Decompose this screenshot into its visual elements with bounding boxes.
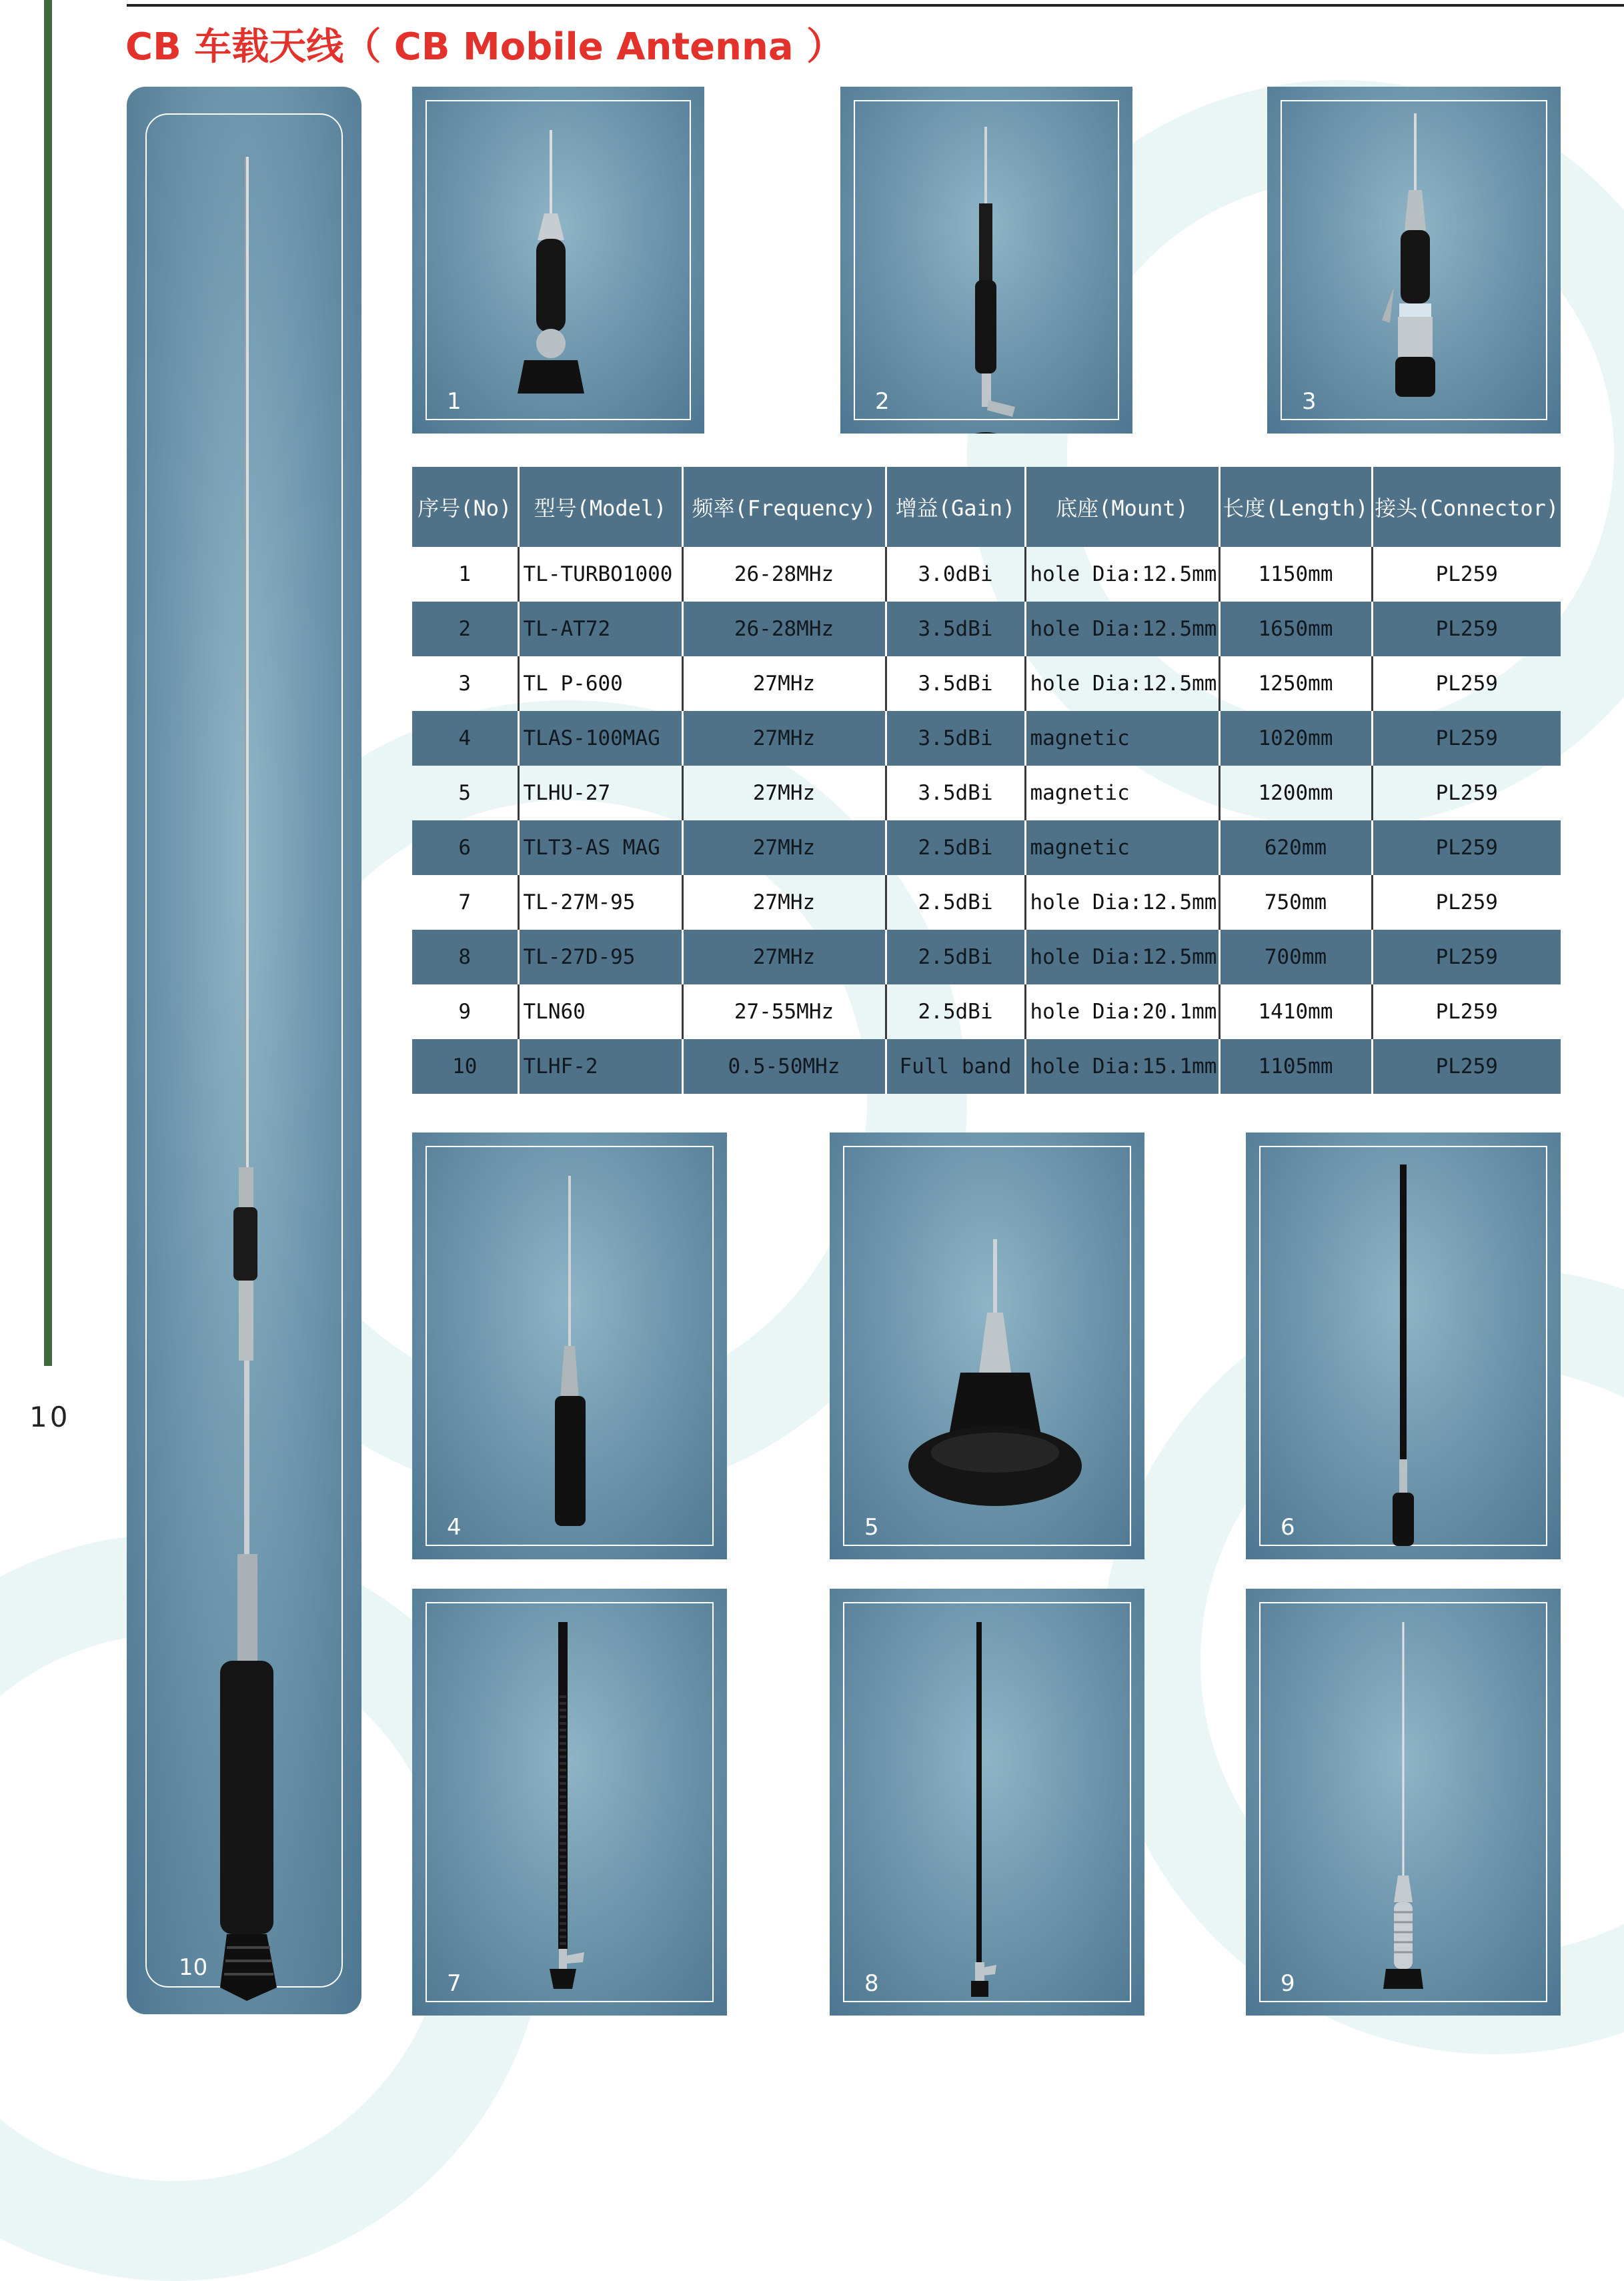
cell-gain: 3.5dBi <box>886 656 1025 711</box>
photo-number: 10 <box>179 1954 208 1981</box>
header-model: 型号(Model) <box>518 467 682 547</box>
cell-length: 1650mm <box>1219 602 1372 656</box>
cell-no: 4 <box>412 711 518 766</box>
cell-no: 5 <box>458 781 472 805</box>
cell-connector: PL259 <box>1372 711 1561 766</box>
photo-number: 5 <box>864 1514 879 1541</box>
cell-mount: hole Dia:15.1mm <box>1025 1039 1219 1094</box>
header-mount: 底座(Mount) <box>1025 467 1219 547</box>
cell-model: TLT3-AS MAG <box>518 820 682 875</box>
antenna-4-image <box>412 1132 727 1559</box>
cell-connector: PL259 <box>1372 1039 1561 1094</box>
cell-mount: hole Dia:12.5mm <box>1025 656 1219 711</box>
antenna-5-image <box>830 1132 1144 1559</box>
cell-mount: hole Dia:12.5mm <box>1025 875 1219 930</box>
cell-length: 1250mm <box>1219 656 1372 711</box>
cell-mount: magnetic <box>1025 711 1219 766</box>
cell-connector: PL259 <box>1372 930 1561 984</box>
header-no: 序号(No) <box>412 467 518 547</box>
table-row <box>412 766 1561 820</box>
cell-connector: PL259 <box>1372 547 1561 602</box>
photo-number: 6 <box>1281 1514 1295 1541</box>
cell-gain: 3.5dBi <box>886 711 1025 766</box>
cell-frequency: 0.5-50MHz <box>682 1039 886 1094</box>
product-photo-6 <box>1246 1132 1561 1559</box>
cell-frequency: 27MHz <box>682 766 886 820</box>
top-rule <box>127 4 1624 7</box>
product-photo-10 <box>127 87 361 2014</box>
cell-connector: PL259 <box>1372 602 1561 656</box>
cell-length: 700mm <box>1219 930 1372 984</box>
table-row <box>412 656 1561 711</box>
photo-number: 3 <box>1302 388 1317 415</box>
cell-mount: magnetic <box>1025 766 1219 820</box>
page-number: 10 <box>29 1401 71 1433</box>
cell-no: 2 <box>412 602 518 656</box>
antenna-1-image <box>412 87 704 434</box>
cell-frequency: 27MHz <box>682 875 886 930</box>
cell-length: 620mm <box>1219 820 1372 875</box>
table-row <box>412 1039 1561 1094</box>
cell-gain: 3.0dBi <box>886 547 1025 602</box>
cell-connector: PL259 <box>1372 656 1561 711</box>
antenna-3-image <box>1267 87 1561 434</box>
cell-no: 9 <box>458 1000 472 1024</box>
cell-model: TL-AT72 <box>518 602 682 656</box>
photo-number: 1 <box>447 388 462 415</box>
cell-gain: 3.5dBi <box>886 602 1025 656</box>
cell-length: 1150mm <box>1219 547 1372 602</box>
product-photo-7 <box>412 1589 727 2016</box>
cell-no: 3 <box>458 672 472 696</box>
photo-number: 8 <box>864 1970 879 1997</box>
header-length: 长度(Length) <box>1219 467 1372 547</box>
cell-mount: hole Dia:20.1mm <box>1025 984 1219 1039</box>
cell-gain: 3.5dBi <box>886 766 1025 820</box>
cell-length: 750mm <box>1219 875 1372 930</box>
page-title: CB 车载天线（ CB Mobile Antenna ） <box>125 25 844 69</box>
cell-frequency: 27MHz <box>682 930 886 984</box>
cell-length: 1105mm <box>1219 1039 1372 1094</box>
photo-number: 4 <box>447 1514 462 1541</box>
product-photo-5 <box>830 1132 1144 1559</box>
antenna-10-image <box>127 87 361 2014</box>
photo-number: 7 <box>447 1970 462 1997</box>
cell-model: TLHU-27 <box>518 766 682 820</box>
header-frequency: 频率(Frequency) <box>682 467 886 547</box>
cell-gain: 2.5dBi <box>886 930 1025 984</box>
cell-gain: 2.5dBi <box>886 875 1025 930</box>
product-photo-8 <box>830 1589 1144 2016</box>
table-row <box>412 711 1561 766</box>
cell-model: TL-27D-95 <box>518 930 682 984</box>
cell-mount: hole Dia:12.5mm <box>1025 930 1219 984</box>
header-connector: 接头(Connector) <box>1372 467 1561 547</box>
cell-no: 7 <box>458 890 472 914</box>
antenna-2-image <box>840 87 1132 434</box>
table-row <box>412 602 1561 656</box>
antenna-6-image <box>1246 1132 1561 1559</box>
cell-mount: magnetic <box>1025 820 1219 875</box>
table-row <box>412 875 1561 930</box>
table-row <box>412 930 1561 984</box>
cell-length: 1410mm <box>1219 984 1372 1039</box>
cell-no: 8 <box>412 930 518 984</box>
cell-mount: hole Dia:12.5mm <box>1025 547 1219 602</box>
header-gain: 增益(Gain) <box>886 467 1025 547</box>
cell-length: 1200mm <box>1219 766 1372 820</box>
cell-connector: PL259 <box>1372 766 1561 820</box>
cell-gain: 2.5dBi <box>886 820 1025 875</box>
antenna-7-image <box>412 1589 727 2016</box>
product-photo-2 <box>840 87 1132 434</box>
cell-model: TL-27M-95 <box>518 875 682 930</box>
cell-gain: Full band <box>886 1039 1025 1094</box>
table-row <box>412 820 1561 875</box>
cell-frequency: 27-55MHz <box>682 984 886 1039</box>
antenna-8-image <box>830 1589 1144 2016</box>
cell-model: TL-TURBO1000 <box>518 547 682 602</box>
table-header-row <box>412 467 1561 547</box>
table-row <box>412 547 1561 602</box>
product-photo-3 <box>1267 87 1561 434</box>
cell-no: 10 <box>412 1039 518 1094</box>
antenna-9-image <box>1246 1589 1561 2016</box>
product-photo-4 <box>412 1132 727 1559</box>
cell-connector: PL259 <box>1372 875 1561 930</box>
product-photo-9 <box>1246 1589 1561 2016</box>
cell-model: TLAS-100MAG <box>518 711 682 766</box>
cell-no: 1 <box>458 562 472 586</box>
product-photo-1 <box>412 87 704 434</box>
table-row <box>412 984 1561 1039</box>
cell-model: TL P-600 <box>518 656 682 711</box>
cell-length: 1020mm <box>1219 711 1372 766</box>
cell-connector: PL259 <box>1372 984 1561 1039</box>
photo-number: 9 <box>1281 1970 1295 1997</box>
cell-no: 6 <box>412 820 518 875</box>
cell-gain: 2.5dBi <box>886 984 1025 1039</box>
spec-table <box>412 467 1561 1094</box>
cell-frequency: 27MHz <box>682 711 886 766</box>
cell-frequency: 26-28MHz <box>682 602 886 656</box>
cell-model: TLHF-2 <box>518 1039 682 1094</box>
cell-frequency: 26-28MHz <box>682 547 886 602</box>
cell-frequency: 27MHz <box>682 656 886 711</box>
cell-mount: hole Dia:12.5mm <box>1025 602 1219 656</box>
cell-model: TLN60 <box>518 984 682 1039</box>
side-bar <box>44 0 52 1366</box>
cell-frequency: 27MHz <box>682 820 886 875</box>
photo-number: 2 <box>875 388 890 415</box>
cell-connector: PL259 <box>1372 820 1561 875</box>
